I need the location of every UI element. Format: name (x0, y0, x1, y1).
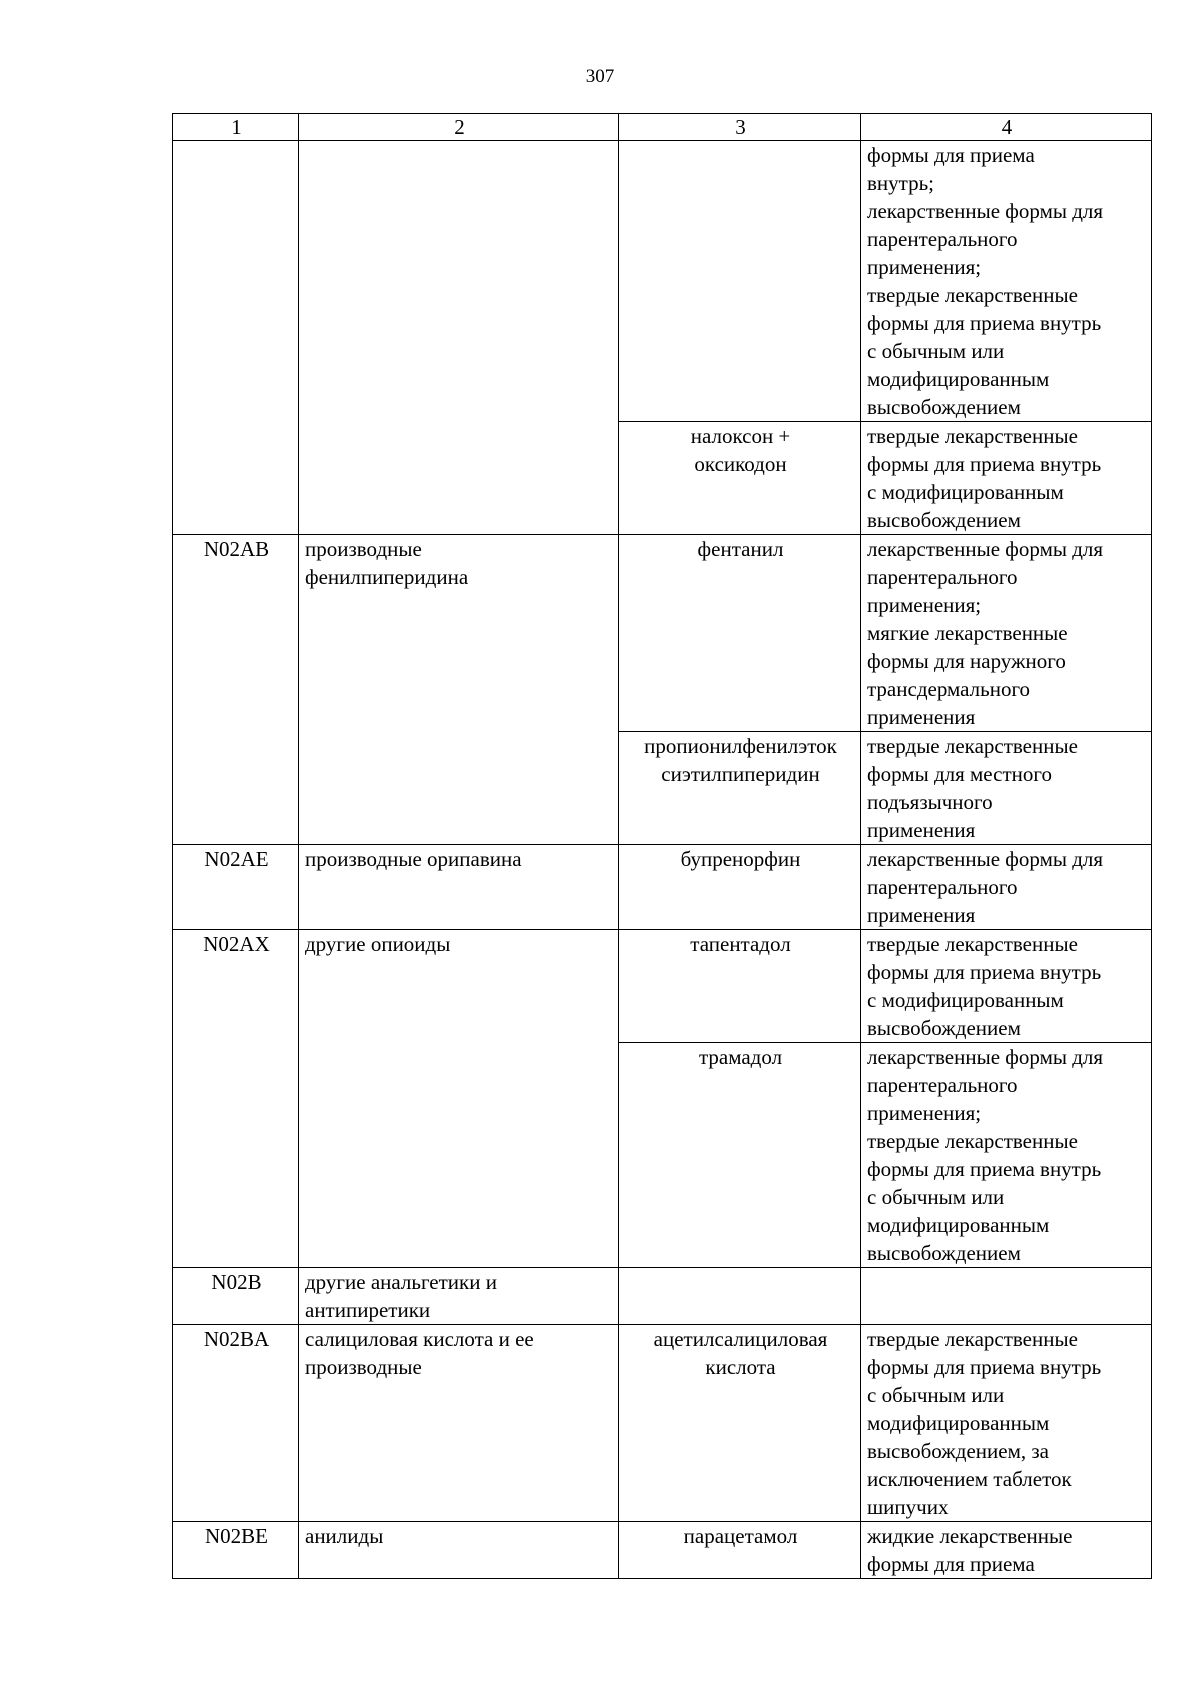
drug-name-cell (619, 1268, 861, 1325)
group-name-cell: другие анальгетики и антипиретики (299, 1268, 619, 1325)
atc-code-cell: N02BE (173, 1522, 299, 1579)
header-cell-1: 1 (173, 114, 299, 141)
group-name-cell (299, 141, 619, 535)
header-cell-4: 4 (861, 114, 1152, 141)
table-row (173, 1522, 1152, 1579)
dosage-form-cell: твердые лекарственные формы для местного подъязычного применения (861, 732, 1152, 845)
drug-name-cell: фентанил (619, 535, 861, 732)
group-name-cell: другие опиоиды (299, 930, 619, 1268)
dosage-form-cell: формы для приема внутрь; лекарственные формы для парентерального применения; твердые лекарственные формы для приема внутрь с обычным или модифицированным высвобождением (861, 141, 1152, 422)
dosage-form-cell: твердые лекарственные формы для приема внутрь с модифицированным высвобождением (861, 422, 1152, 535)
dosage-form-cell: лекарственные формы для парентерального применения; мягкие лекарственные формы для наружного трансдермального применения (861, 535, 1152, 732)
page-number: 307 (585, 66, 615, 87)
atc-code-cell: N02BA (173, 1325, 299, 1522)
group-name-cell: производные орипавина (299, 845, 619, 930)
header-cell-3: 3 (619, 114, 861, 141)
table-row (173, 930, 1152, 1043)
dosage-form-cell: жидкие лекарственные формы для приема (861, 1522, 1152, 1579)
table-row (173, 845, 1152, 930)
drug-name-cell (619, 141, 861, 422)
drug-name-cell: ацетилсалициловая кислота (619, 1325, 861, 1522)
drug-name-cell: пропионилфенилэток сиэтилпиперидин (619, 732, 861, 845)
dosage-form-cell: лекарственные формы для парентерального применения; твердые лекарственные формы для приема внутрь с обычным или модифицированным высвобождением (861, 1043, 1152, 1268)
group-name-cell: анилиды (299, 1522, 619, 1579)
drug-name-cell: налоксон + оксикодон (619, 422, 861, 535)
drug-name-cell: парацетамол (619, 1522, 861, 1579)
dosage-form-cell: твердые лекарственные формы для приема внутрь с модифицированным высвобождением (861, 930, 1152, 1043)
dosage-form-cell (861, 1268, 1152, 1325)
drug-list-table (172, 113, 1152, 1579)
group-name-cell: салициловая кислота и ее производные (299, 1325, 619, 1522)
atc-code-cell: N02B (173, 1268, 299, 1325)
drug-name-cell: тапентадол (619, 930, 861, 1043)
table-row (173, 1268, 1152, 1325)
drug-name-cell: бупренорфин (619, 845, 861, 930)
header-cell-2: 2 (299, 114, 619, 141)
table-header-row (173, 114, 1152, 141)
dosage-form-cell: лекарственные формы для парентерального применения (861, 845, 1152, 930)
atc-code-cell: N02AB (173, 535, 299, 845)
dosage-form-cell: твердые лекарственные формы для приема внутрь с обычным или модифицированным высвобождением, за исключением таблеток шипучих (861, 1325, 1152, 1522)
table-row (173, 1325, 1152, 1522)
group-name-cell: производные фенилпиперидина (299, 535, 619, 845)
atc-code-cell: N02AE (173, 845, 299, 930)
table-row (173, 141, 1152, 422)
atc-code-cell (173, 141, 299, 535)
atc-code-cell: N02AX (173, 930, 299, 1268)
drug-name-cell: трамадол (619, 1043, 861, 1268)
table-row (173, 535, 1152, 732)
